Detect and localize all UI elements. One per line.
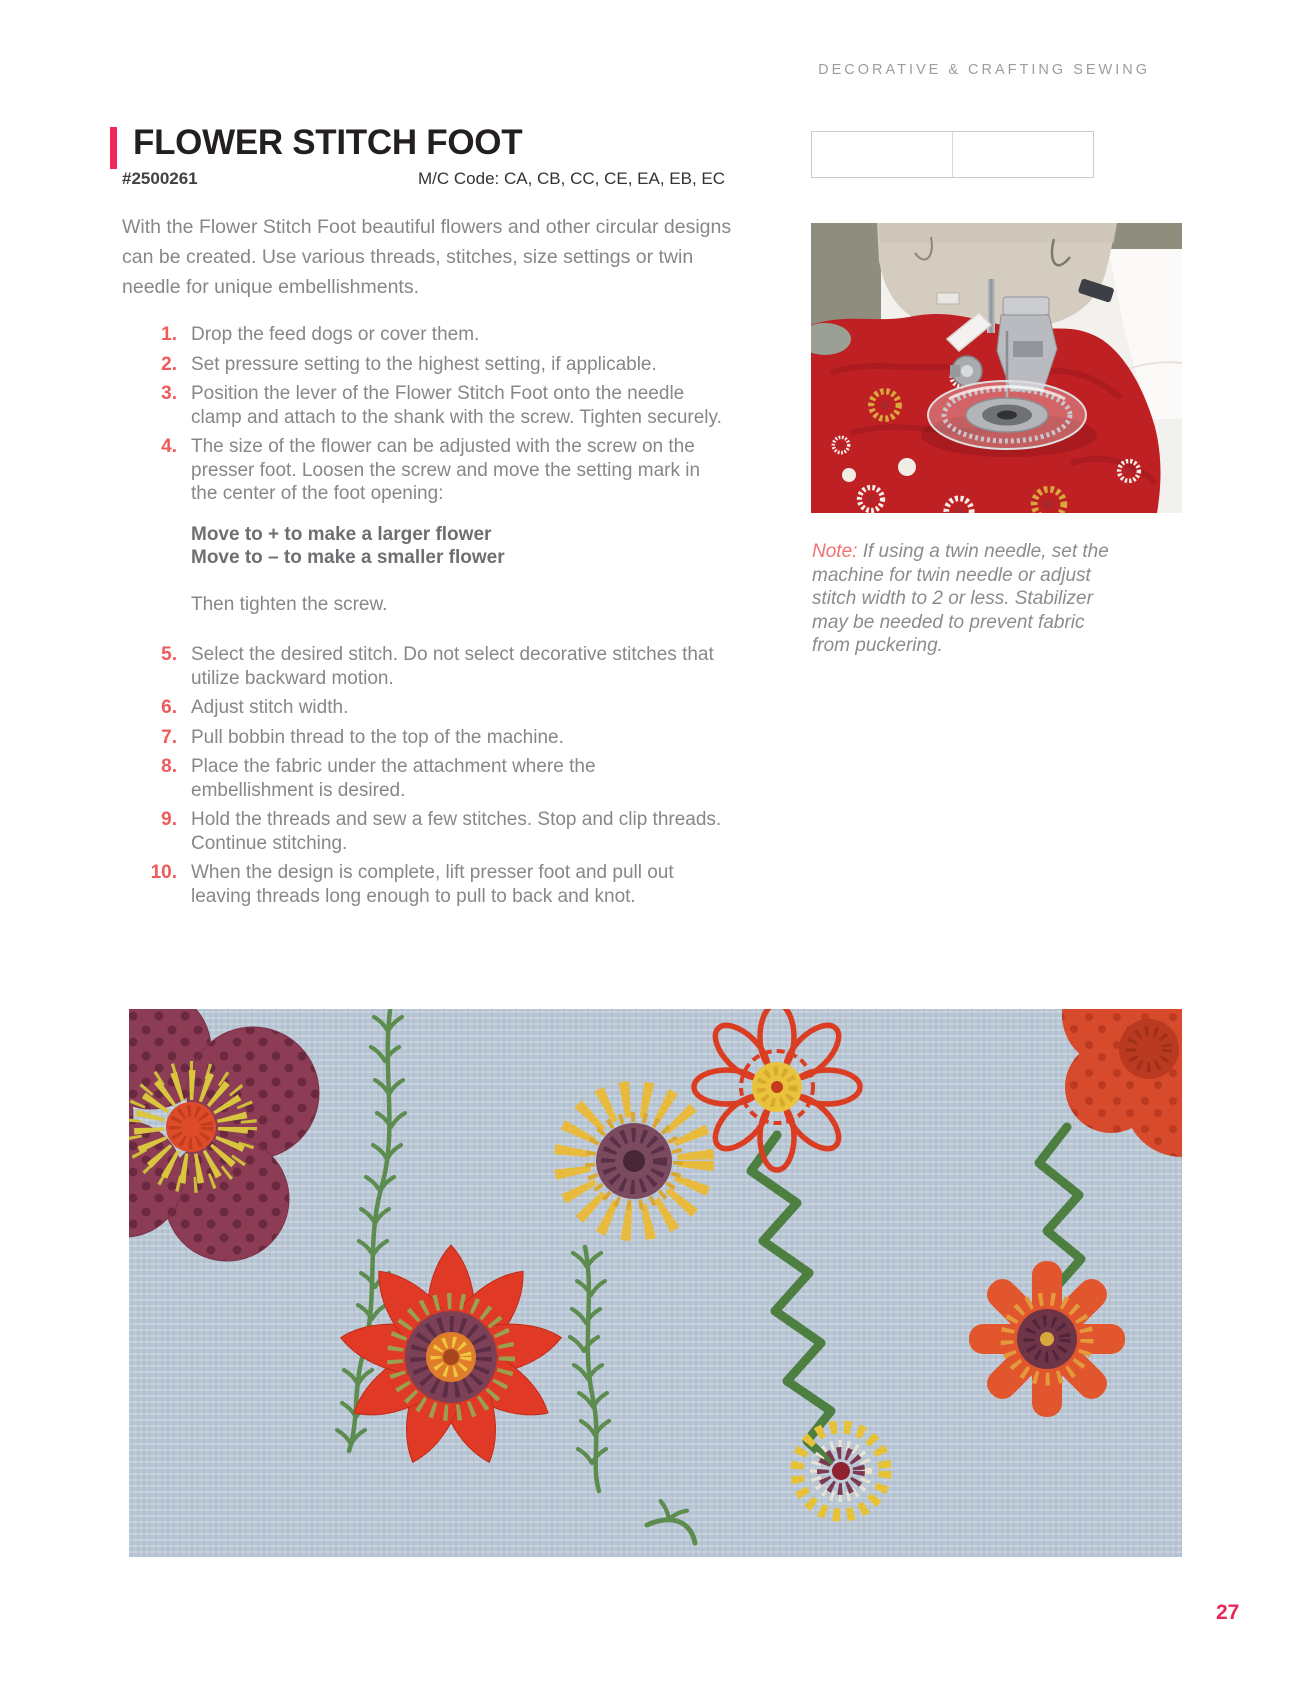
step-item [122,643,744,690]
step-item [122,353,744,377]
adjust-tighten-line: Then tighten the screw. [191,593,388,615]
code-box-left [811,131,953,178]
flower-stitch-foot-disc [928,381,1086,449]
machine-code: M/C Code: CA, CB, CC, CE, EA, EB, EC [418,169,726,188]
step-text: Position the lever of the Flower Stitch Foot onto the needle clamp and attach to the shank with the screw. Tighten securely. [191,383,722,428]
adjustment-bold-lines [191,523,744,569]
code-boxes [811,131,1094,178]
step-number: 1. [161,324,177,345]
step-text: Drop the feed dogs or cover them. [191,324,480,345]
step-item [122,382,744,429]
step-text: The size of the flower can be adjusted with the screw on the presser foot. Loosen the screw and move the setting mark in the center of the foot opening: [191,436,701,504]
note-label: Note: [812,541,858,562]
code-box-right [952,131,1094,178]
note-text: If using a twin needle, set the machine for twin needle or adjust stitch width to 2 or less. Stabilizer may be needed to prevent fabric from puckering. [812,541,1109,656]
step-item [122,861,744,908]
step-number: 6. [161,697,177,718]
running-header: DECORATIVE & CRAFTING SEWING [818,62,1150,78]
adjust-larger-line: Move to + to make a larger flower [191,523,492,545]
item-number: #2500261 [122,169,198,188]
step-item [122,435,744,506]
step-item [122,755,744,802]
step-text: Place the fabric under the attachment where the embellishment is desired. [191,756,596,801]
step-number: 5. [161,644,177,665]
step-item [122,726,744,750]
step-item [122,808,744,855]
step-text: Pull bobbin thread to the top of the machine. [191,726,564,748]
steps-list-1 [122,323,744,506]
intro-paragraph: With the Flower Stitch Foot beautiful flowers and other circular designs can be created. Use various threads, stitches, size settings or twin needle for unique embellishments. [122,216,732,298]
step-number: 4. [161,436,177,457]
steps-list-2 [122,643,744,908]
note-paragraph [812,540,1110,658]
page-number: 27 [1216,1601,1240,1624]
step-text: Adjust stitch width. [191,697,349,718]
step-item [122,696,744,720]
page-title: FLOWER STITCH FOOT [133,123,523,162]
embroidery-sample-photo [129,1009,1182,1557]
step-text: Select the desired stitch. Do not select decorative stitches that utilize backward motion. [191,644,714,689]
step-text: When the design is complete, lift presser foot and pull out leaving threads long enough to pull to back and knot. [191,862,674,907]
step-number: 10. [150,862,177,883]
step-number: 3. [161,383,177,404]
yellow-ring-flower [797,1427,885,1515]
orange-flower [969,1261,1125,1417]
step-number: 2. [161,353,177,375]
step-number: 8. [161,756,177,777]
instructions-column [122,212,744,914]
step-text: Hold the threads and sew a few stitches. Stop and clip threads. Continue stitching. [191,809,722,854]
title-accent-bar [110,127,117,169]
step-item [122,323,744,347]
adjust-smaller-line: Move to – to make a smaller flower [191,546,505,568]
step-number: 7. [161,726,177,748]
step-text: Set pressure setting to the highest setting, if applicable. [191,353,657,375]
machine-photo [811,223,1182,513]
adjustment-block [191,523,744,617]
step-number: 9. [161,809,177,830]
